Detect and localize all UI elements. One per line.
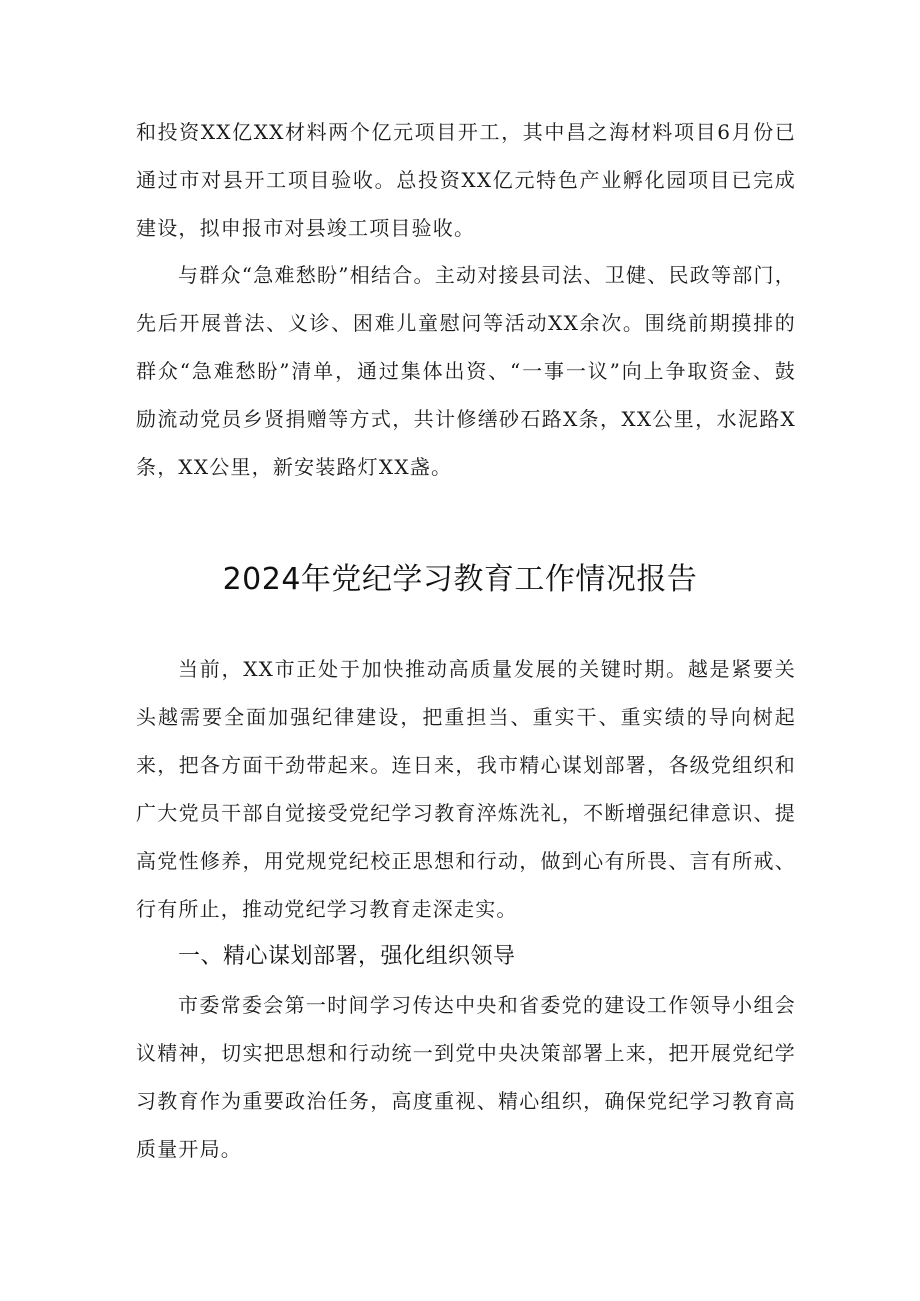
section-1-paragraph: 市委常委会第一时间学习传达中央和省委党的建设工作领导小组会议精神，切实把思想和行动统一到党中央决策部署上来，把开展党纪学习教育作为重要政治任务，高度重视、精心组织，确保党纪学习教育高质量开局。 bbox=[136, 993, 796, 1161]
section-heading-1: 一、精心谋划部署，强化组织领导 bbox=[178, 944, 516, 969]
document-title: 2024年党纪学习教育工作情况报告 bbox=[222, 562, 698, 597]
masses-needs-paragraph: 与群众“急难愁盼”相结合。主动对接县司法、卫健、民政等部门，先后开展普法、义诊、困难儿童慰问等活动XX余次。围绕前期摸排的群众“急难愁盼”清单，通过集体出资、“一事一议”向上争取资金、鼓励流动党员乡贤捐赠等方式，共计修缮砂石路X条，XX公里，水泥路X条，XX公里，新安装路灯XX盏。 bbox=[136, 263, 796, 479]
intro-paragraph: 当前，XX市正处于加快推动高质量发展的关键时期。越是紧要关头越需要全面加强纪律建设，把重担当、重实干、重实绩的导向树起来，把各方面干劲带起来。连日来，我市精心谋划部署，各级党组织和广大党员干部自觉接受党纪学习教育淬炼洗礼，不断增强纪律意识、提高党性修养，用党规党纪校正思想和行动，做到心有所畏、言有所戒、行有所止，推动党纪学习教育走深走实。 bbox=[136, 657, 796, 921]
continuation-paragraph: 和投资XX亿XX材料两个亿元项目开工，其中昌之海材料项目6月份已通过市对县开工项目验收。总投资XX亿元特色产业孵化园项目已完成建设，拟申报市对县竣工项目验收。 bbox=[136, 120, 796, 240]
